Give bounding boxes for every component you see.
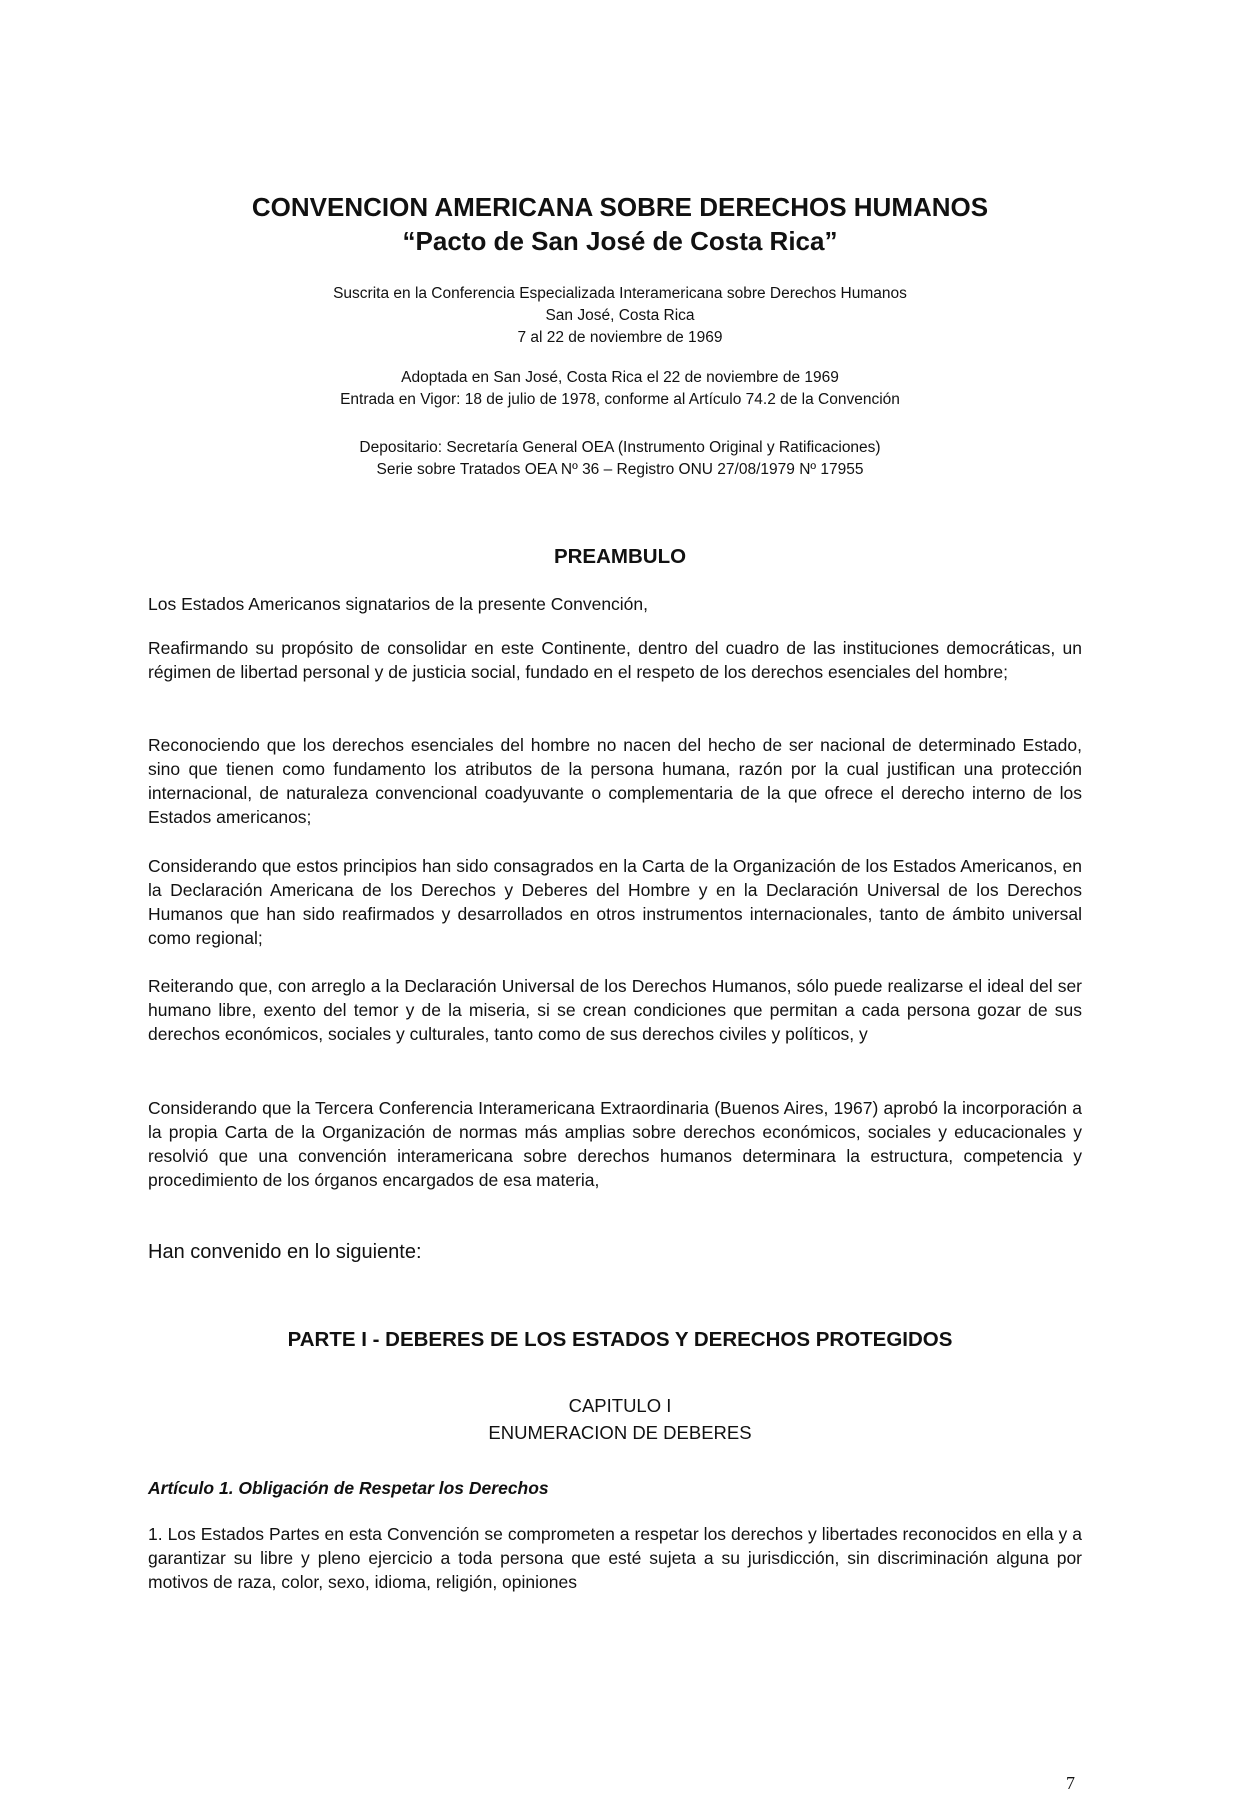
chapter-title: ENUMERACION DE DEBERES	[488, 1422, 752, 1443]
signing-line: 7 al 22 de noviembre de 1969	[517, 329, 723, 346]
signing-line: San José, Costa Rica	[545, 307, 695, 324]
page-number: 7	[1066, 1773, 1075, 1793]
adoption-line: Entrada en Vigor: 18 de julio de 1978, conforme al Artículo 74.2 de la Convención	[340, 391, 900, 408]
signing-line: Suscrita en la Conferencia Especializada Interamericana sobre Derechos Humanos	[333, 285, 907, 302]
preamble-closing: Han convenido en lo siguiente:	[148, 1241, 422, 1263]
document-subtitle: “Pacto de San José de Costa Rica”	[402, 226, 838, 256]
preamble-paragraph: Reafirmando su propósito de consolidar en este Continente, dentro del cuadro de las instituciones democráticas, un régimen de libertad personal y de justicia social, fundado en el respeto de los derechos esenciales del hombre;	[148, 638, 1082, 682]
adoption-info	[0, 367, 1240, 411]
preamble-paragraph: Reiterando que, con arreglo a la Declaración Universal de los Derechos Humanos, sólo puede realizarse el ideal del ser humano libre, exento del temor y de la miseria, si se crean condiciones que permitan a cada persona gozar de sus derechos económicos, sociales y culturales, tanto como de sus derechos civiles y políticos, y	[148, 976, 1082, 1044]
preamble-heading: PREAMBULO	[553, 545, 687, 568]
article-text: 1. Los Estados Partes en esta Convención se comprometen a respetar los derechos y libertades reconocidos en ella y a garantizar su libre y pleno ejercicio a toda persona que esté sujeta a su jurisdicción, sin discriminación alguna por motivos de raza, color, sexo, idioma, religión, opiniones	[148, 1524, 1082, 1592]
preamble-paragraph: Los Estados Americanos signatarios de la presente Convención,	[148, 594, 649, 614]
depositary-line: Serie sobre Tratados OEA Nº 36 – Registro ONU 27/08/1979 Nº 17955	[376, 461, 864, 478]
signing-info	[0, 283, 1240, 349]
part-heading: PARTE I - DEBERES DE LOS ESTADOS Y DERECHOS PROTEGIDOS	[287, 1328, 953, 1351]
article-title: Artículo 1. Obligación de Respetar los Derechos	[148, 1478, 549, 1498]
preamble-paragraph: Considerando que la Tercera Conferencia Interamericana Extraordinaria (Buenos Aires, 1967) aprobó la incorporación a la propia Carta de la Organización de normas más amplias sobre derechos económicos, sociales y educacionales y resolvió que una convención interamericana sobre derechos humanos determinara la estructura, competencia y procedimiento de los órganos encargados de esa materia,	[148, 1098, 1082, 1190]
depositary-info	[0, 437, 1240, 481]
preamble-paragraph: Considerando que estos principios han sido consagrados en la Carta de la Organización de los Estados Americanos, en la Declaración Americana de los Derechos y Deberes del Hombre y en la Declaración Universal de los Derechos Humanos que han sido reafirmados y desarrollados en otros instrumentos internacionales, tanto de ámbito universal como regional;	[148, 856, 1082, 948]
chapter-number: CAPITULO I	[568, 1395, 672, 1416]
adoption-line: Adoptada en San José, Costa Rica el 22 de noviembre de 1969	[401, 369, 839, 386]
depositary-line: Depositario: Secretaría General OEA (Instrumento Original y Ratificaciones)	[359, 439, 881, 456]
preamble-paragraph: Reconociendo que los derechos esenciales del hombre no nacen del hecho de ser nacional de determinado Estado, sino que tienen como fundamento los atributos de la persona humana, razón por la cual justifican una protección internacional, de naturaleza convencional coadyuvante o complementaria de la que ofrece el derecho interno de los Estados americanos;	[148, 735, 1082, 827]
document-title: CONVENCION AMERICANA SOBRE DERECHOS HUMANOS	[251, 192, 989, 222]
